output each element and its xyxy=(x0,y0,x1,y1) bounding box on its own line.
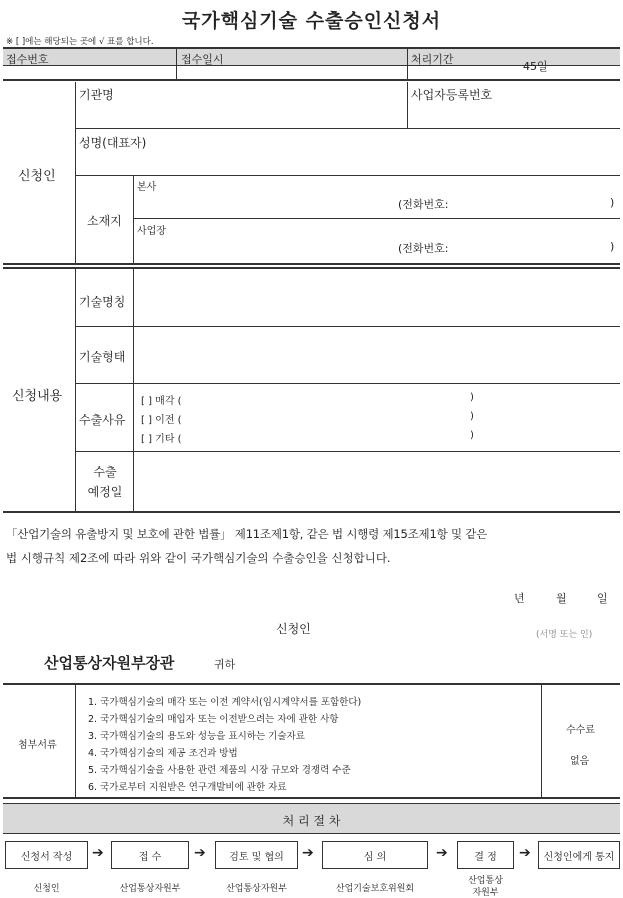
step-review: 검토 및 협의 xyxy=(215,841,298,869)
actor-committee: 산업기술보호위원회 xyxy=(335,884,415,894)
actor-applicant: 신청인 xyxy=(33,884,60,894)
date-year: 년 xyxy=(514,592,525,605)
address-mid-line xyxy=(133,218,620,219)
step-deliberation: 심 의 xyxy=(322,841,428,869)
actor-ministry-2: 산업통상자원부 xyxy=(226,884,287,894)
option-other[interactable]: [ ] 기타 ( xyxy=(141,434,182,445)
content-col-divider xyxy=(75,268,76,511)
attachment-item-1: 1. 국가핵심기술의 매각 또는 이전 계약서(임시계약서를 포함한다) xyxy=(88,697,362,708)
attachments-left-divider xyxy=(75,685,76,797)
attachments-right-divider xyxy=(541,685,542,797)
receipt-no-label: 접수번호 xyxy=(6,53,49,66)
content-section-label: 신청내용 xyxy=(12,389,63,404)
phone-label-2: (전화번호: xyxy=(398,242,449,255)
option-transfer-close: ) xyxy=(470,411,474,422)
biz-reg-no-label: 사업자등록번호 xyxy=(411,88,493,102)
date-day: 일 xyxy=(597,592,608,605)
sign-note: (서명 또는 인) xyxy=(536,630,593,640)
fee-value: 없음 xyxy=(570,756,590,767)
step-application: 신청서 작성 xyxy=(5,841,88,869)
arrow-icon: ➔ xyxy=(519,845,531,861)
applicant-line-2 xyxy=(75,175,620,176)
step-receipt: 접 수 xyxy=(111,841,189,869)
statement-line-2: 법 시행규칙 제2조에 따라 위와 같이 국가핵심기술의 수출승인을 신청합니다. xyxy=(6,551,391,565)
form-title: 국가핵심기술 수출승인신청서 xyxy=(181,10,442,32)
attachment-item-2: 2. 국가핵심기술의 매입자 또는 이전받으려는 자에 관한 사항 xyxy=(88,714,339,725)
attachment-item-6: 6. 국가로부터 지원받은 연구개발비에 관한 자료 xyxy=(88,782,287,793)
attachments-top-border xyxy=(3,683,620,685)
phone-close-2: ) xyxy=(610,240,615,253)
tech-form-label: 기술형태 xyxy=(79,350,126,364)
actor-ministry-3a: 산업통상 xyxy=(468,876,503,886)
arrow-icon: ➔ xyxy=(436,845,448,861)
option-transfer[interactable]: [ ] 이전 ( xyxy=(141,415,182,426)
header-bottom-border xyxy=(3,79,620,81)
attachments-label: 첨부서류 xyxy=(18,740,57,751)
export-date-label-1: 수출 xyxy=(93,465,117,479)
procedure-title: 처 리 절 차 xyxy=(282,814,341,828)
arrow-icon: ➔ xyxy=(92,845,104,861)
tech-name-label: 기술명칭 xyxy=(79,295,126,309)
org-biz-divider xyxy=(407,82,408,128)
applicant-section-label: 신청인 xyxy=(18,169,56,184)
address-col-divider xyxy=(133,175,134,263)
phone-close-1: ) xyxy=(610,196,615,209)
option-other-close: ) xyxy=(470,430,474,441)
attachment-item-5: 5. 국가핵심기술을 사용한 관련 제품의 시장 규모와 경쟁력 수준 xyxy=(88,765,351,776)
statement-line-1: 「산업기술의 유출방지 및 보호에 관한 법률」 제11조제1항, 같은 법 시행령 제15조제1항 및 같은 xyxy=(6,527,488,541)
content-line-1 xyxy=(75,326,620,327)
export-reason-label: 수출사유 xyxy=(79,413,126,427)
addressee: 산업통상자원부장관 xyxy=(44,654,175,672)
address-label: 소재지 xyxy=(87,214,122,228)
instruction-note: ※ [ ]에는 해당되는 곳에 √ 표를 합니다. xyxy=(6,37,154,47)
applicant-col-divider xyxy=(75,82,76,263)
workplace-label: 사업장 xyxy=(137,226,166,237)
arrow-icon: ➔ xyxy=(194,845,206,861)
attachments-bottom-border xyxy=(3,797,620,799)
rep-name-label: 성명(대표자) xyxy=(79,136,147,150)
step-notify: 신청인에게 통지 xyxy=(538,841,620,869)
header-divider-1 xyxy=(176,49,177,81)
procedure-title-bottom xyxy=(3,833,620,834)
export-date-label-2: 예정일 xyxy=(87,485,123,499)
content-line-2 xyxy=(75,383,620,384)
content-bottom-border xyxy=(3,511,620,513)
header-divider-2 xyxy=(407,49,408,81)
applicant-bottom-border xyxy=(3,263,620,265)
procedure-title-top xyxy=(3,803,620,804)
applicant-line-1 xyxy=(75,128,620,129)
phone-label-1: (전화번호: xyxy=(398,198,449,211)
receipt-date-label: 접수일시 xyxy=(181,53,224,66)
processing-period-value: 45일 xyxy=(523,60,548,73)
fee-label: 수수료 xyxy=(566,725,595,736)
option-sale-close: ) xyxy=(470,392,474,403)
content-line-3 xyxy=(75,451,620,452)
attachment-item-3: 3. 국가핵심기술의 용도와 성능을 표시하는 기술자료 xyxy=(88,731,305,742)
processing-period-label: 처리기간 xyxy=(411,53,454,66)
content-sub-divider xyxy=(133,269,134,511)
head-office-label: 본사 xyxy=(137,182,157,193)
option-sale[interactable]: [ ] 매각 ( xyxy=(141,396,182,407)
attachment-item-4: 4. 국가핵심기술의 제공 조건과 방법 xyxy=(88,748,238,759)
addressee-suffix: 귀하 xyxy=(214,658,236,671)
actor-ministry-1: 산업통상자원부 xyxy=(119,884,181,894)
step-decision: 결 정 xyxy=(457,841,514,869)
date-month: 월 xyxy=(556,592,567,605)
signer-label: 신청인 xyxy=(276,622,311,636)
org-name-label: 기관명 xyxy=(79,88,114,102)
content-top-border xyxy=(3,267,620,269)
actor-ministry-3b: 자원부 xyxy=(472,888,499,898)
arrow-icon: ➔ xyxy=(302,845,314,861)
